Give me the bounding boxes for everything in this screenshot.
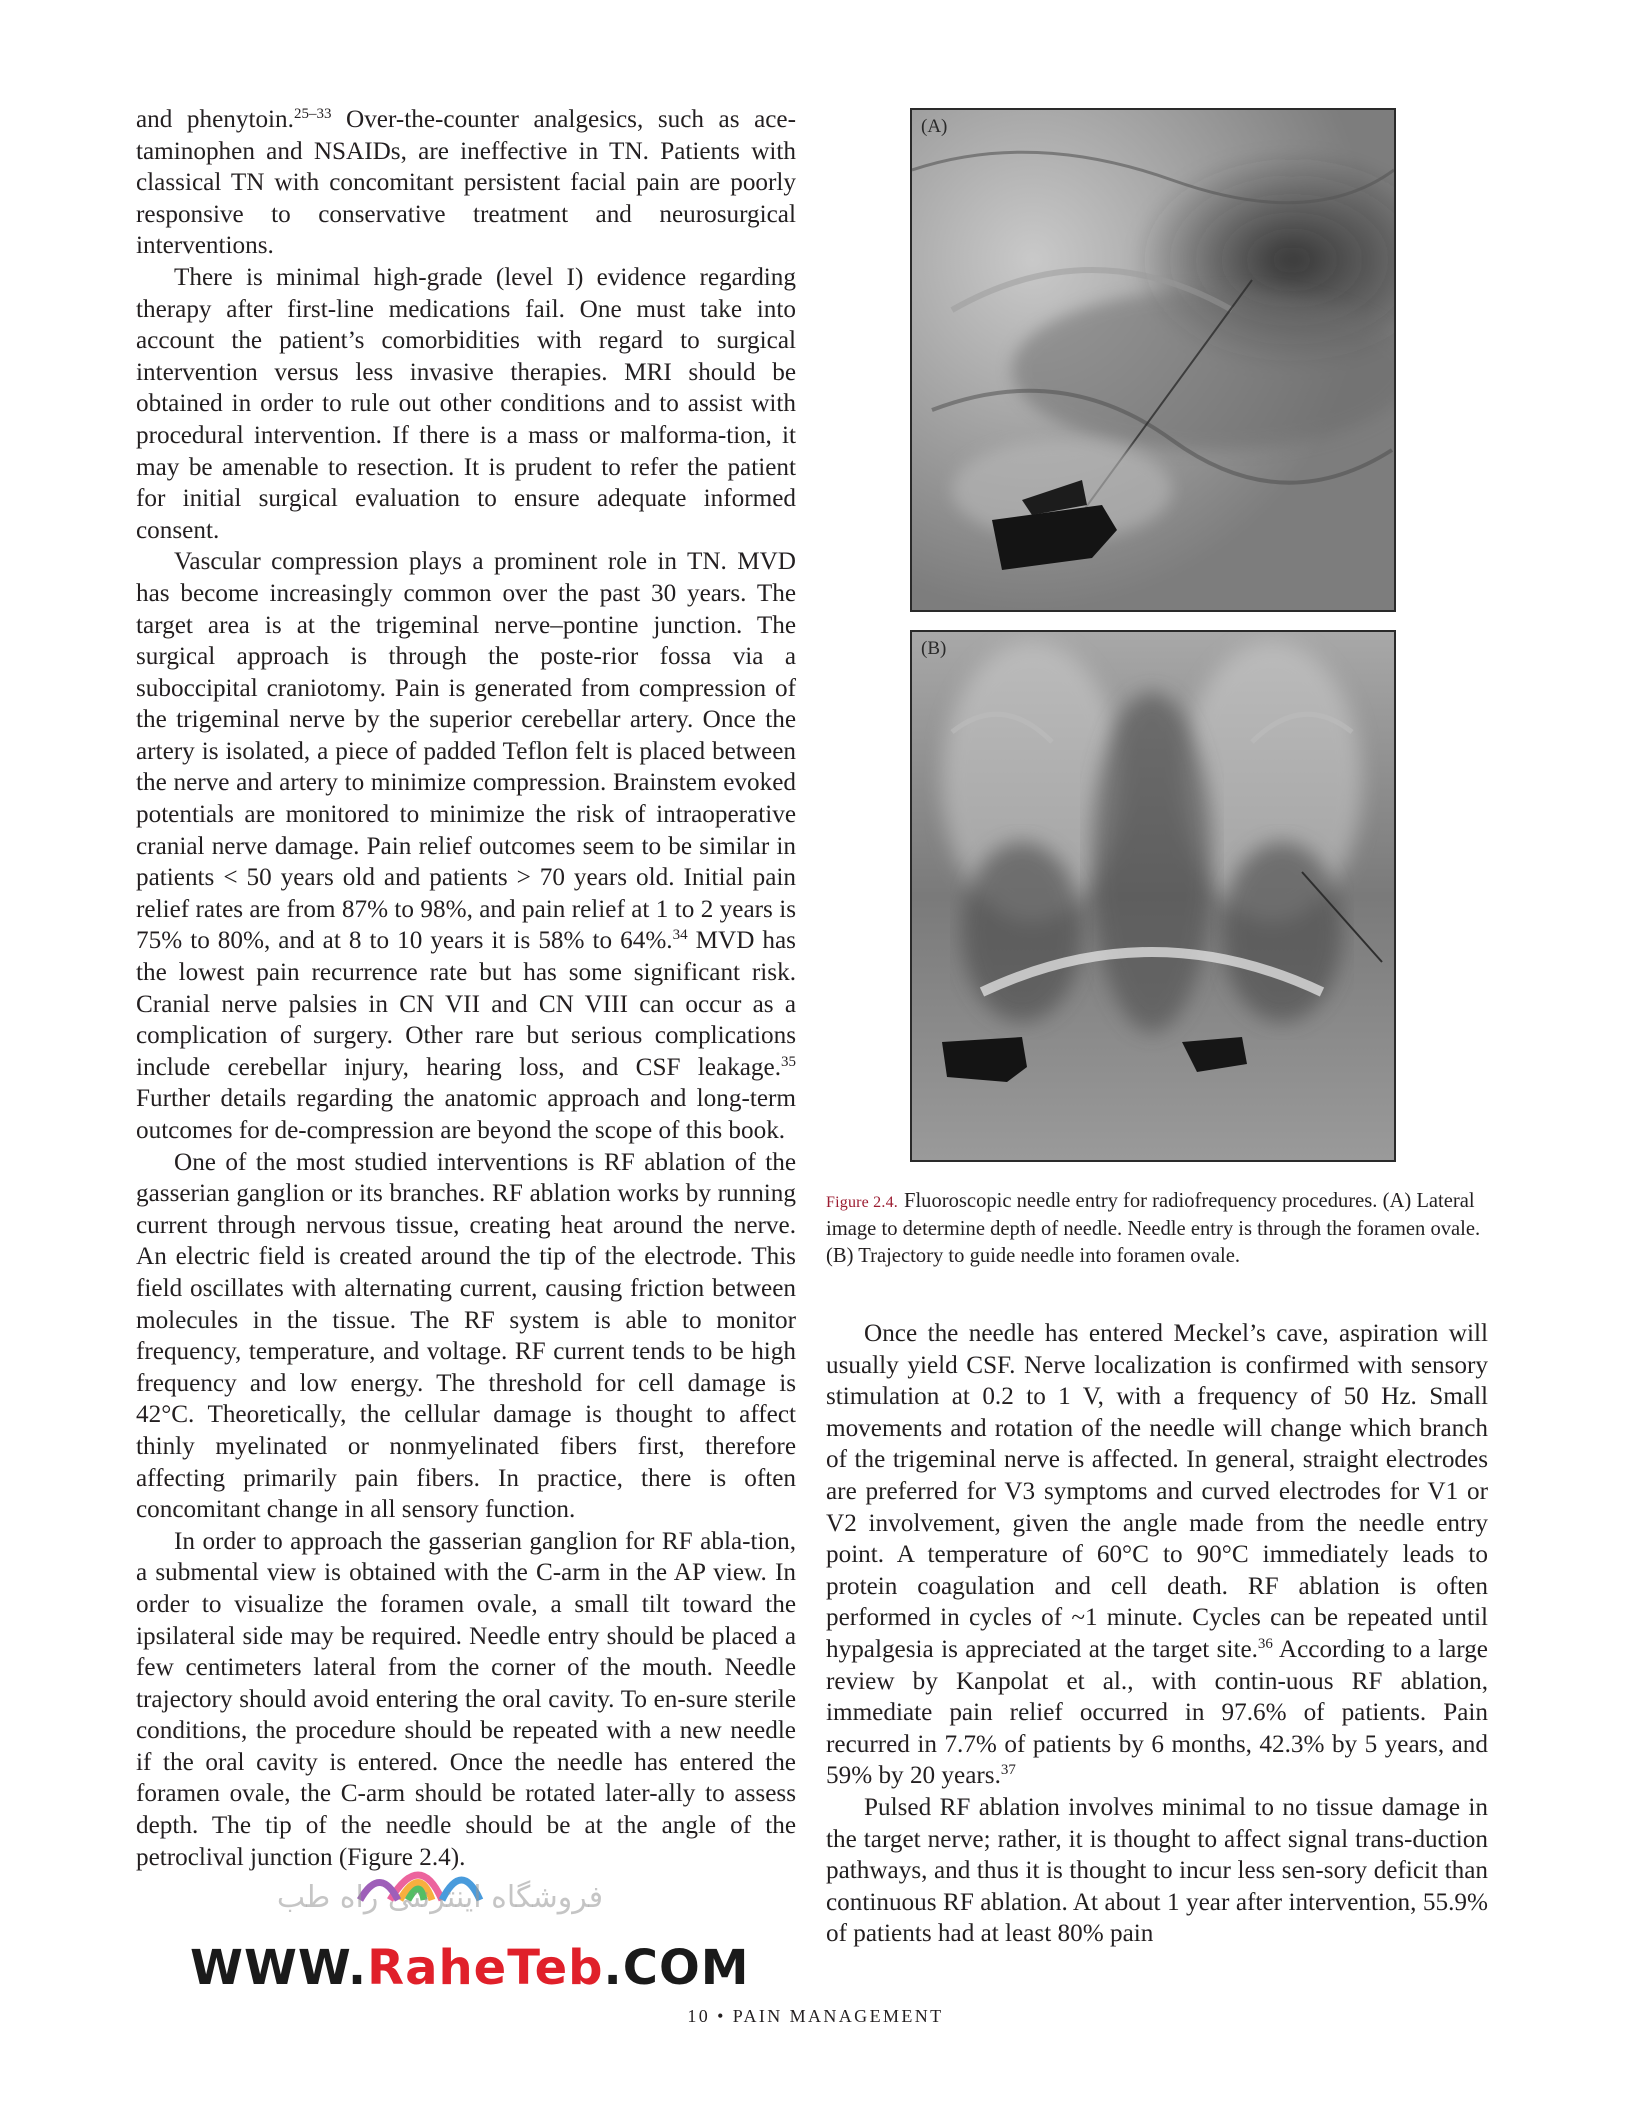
- figure-caption: [826, 1188, 1488, 1270]
- page-footer: [0, 2006, 1631, 2027]
- fluoroscopy-lateral-image: [910, 108, 1396, 612]
- fluoroscopy-ap-image: [910, 630, 1396, 1162]
- right-text-column: [826, 1318, 1488, 1950]
- citation[interactable]: 25–33: [293, 106, 332, 122]
- panel-label: (A): [921, 116, 948, 137]
- citation[interactable]: 34: [672, 927, 688, 944]
- paragraph: Vascular compression plays a prominent role in TN. MVD has become increasingly common over the past 30 years. The target area is at the trigeminal nerve–pontine junction. The surgical approach is through the poste-rior fossa via a suboccipital craniotomy. Pain is generated from compression of the trigeminal nerve by the superior cerebellar artery. Once the artery is isolated, a piece of padded Teflon felt is placed between the nerve and artery to minimize compression. Brainstem evoked potentials are monitored to minimize the risk of intraoperative cranial nerve damage. Pain relief outcomes seem to be similar in patients < 50 years old and patients > 70 years old. Initial pain relief rates are from 87% to 98%, and pain relief at 1 to 2 years is 75% to 80%, and at 8 to 10 years it is 58% to 64%.$^{34}$ MVD has the lowest pain recurrence rate but has some significant risk. Cranial nerve palsies in CN VII and CN VIII can occur as a complication of surgery. Other rare but serious complications include cerebellar injury, hearing loss, and CSF leakage.$^{35}$ Further details regarding the anatomic approach and long-term outcomes for de-compression are beyond the scope of this book.: [136, 548, 796, 1144]
- citation[interactable]: 35: [781, 1053, 796, 1070]
- paragraph: In order to approach the gasserian ganglion for RF abla-tion, a submental view is obtained with the C-arm in the AP view. In order to visualize the foramen ovale, a small tilt toward the ipsilateral side may be required. Needle entry should be placed a few centimeters lateral from the corner of the mouth. Needle trajectory should avoid entering the oral cavity. To en-sure sterile conditions, the procedure should be repeated with a new needle if the oral cavity is entered. Once the needle has entered the foramen ovale, the C-arm should be rotated later-ally to assess depth. The tip of the needle should be at the angle of the petroclival junction (Figure 2.4).: [136, 1527, 796, 1871]
- paragraph: Once the needle has entered Meckel’s cave, aspiration will usually yield CSF. Nerve localization is confirmed with sensory stimulation at 0.2 to 1 V, with a frequency of 50 Hz. Small movements and rotation of the needle will change which branch of the trigeminal nerve is affected. In general, straight electrodes are preferred for V3 symptoms and curved electrodes for V1 or V2 involvement, given the angle made from the needle entry point. A temperature of 60°C to 90°C immediately leads to protein coagulation and cell death. RF ablation is often performed in cycles of ~1 minute. Cycles can be repeated until hypalgesia is appreciated at the target site.$^{36}$ According to a large review by Kanpolat et al., with contin-uous RF ablation, immediate pain relief occurred in 97.6% of patients. Pain recurred in 7.7% of patients by 6 months, 42.3% by 5 years, and 59% by 20 years.$^{37}$: [826, 1320, 1488, 1790]
- paragraph: Pulsed RF ablation involves minimal to no tissue damage in the target nerve; rather, it is thought to affect signal trans-duction pathways, and thus it is thought to incur less sen-sory deficit than continuous RF ablation. At about 1 year after intervention, 55.9% of patients had at least 80% pain: [826, 1793, 1488, 1948]
- paragraph: One of the most studied interventions is RF ablation of the gasserian ganglion or its branches. RF ablation works by running current through nervous tissue, creating heat around the nerve. An electric field is created around the tip of the electrode. This field oscillates with alternating current, causing friction between molecules in the tissue. The RF system is able to monitor frequency, temperature, and voltage. RF current tends to be high frequency and low energy. The threshold for cell damage is 42°C. Theoretically, the cellular damage is thought to affect thinly myelinated or nonmyelinated fibers first, therefore affecting primarily pain fibers. In practice, there is often concomitant change in all sensory function.: [136, 1148, 796, 1524]
- ap-xray-drawing: [912, 632, 1394, 1160]
- caption-text: Fluoroscopic needle entry for radiofrequency procedures. (A) Lateral image to determine depth of needle. Needle entry is through the foramen ovale. (B) Trajectory to guide needle into foramen ovale.: [826, 1190, 1481, 1267]
- paragraph: and phenytoin.$^{25-33}$ Over-the-counter analgesics, such as ace-taminophen and NSAIDs, are ineffective in TN. Patients with classical TN with concomitant persistent facial pain are poorly responsive to conservative treatment and neurosurgical interventions.: [136, 106, 796, 260]
- running-title: PAIN MANAGEMENT: [732, 2006, 944, 2026]
- figure-label: Figure 2.4.: [826, 1194, 898, 1211]
- citation[interactable]: 36: [1257, 1635, 1273, 1652]
- watermark-url[interactable]: WWW.RaheTeb.COM: [190, 1940, 750, 1996]
- paragraph: There is minimal high-grade (level I) evidence regarding therapy after first-line medications fail. One must take into account the patient’s comorbidities with regard to surgical intervention versus less invasive therapies. MRI should be obtained in order to rule out other conditions and to assist with procedural intervention. If there is a mass or malforma-tion, it may be amenable to resection. It is prudent to refer the patient for initial surgical evaluation to ensure adequate informed consent.: [136, 263, 796, 544]
- panel-label: (B): [921, 638, 947, 659]
- footer-separator: •: [717, 2006, 726, 2026]
- citation[interactable]: 37: [1000, 1762, 1016, 1779]
- watermark-persian-text: فروشگاه اینترنتی راه طب: [276, 1880, 604, 1915]
- page-number: 10: [687, 2006, 711, 2026]
- lateral-xray-drawing: [912, 110, 1394, 610]
- left-text-column: [136, 104, 796, 1873]
